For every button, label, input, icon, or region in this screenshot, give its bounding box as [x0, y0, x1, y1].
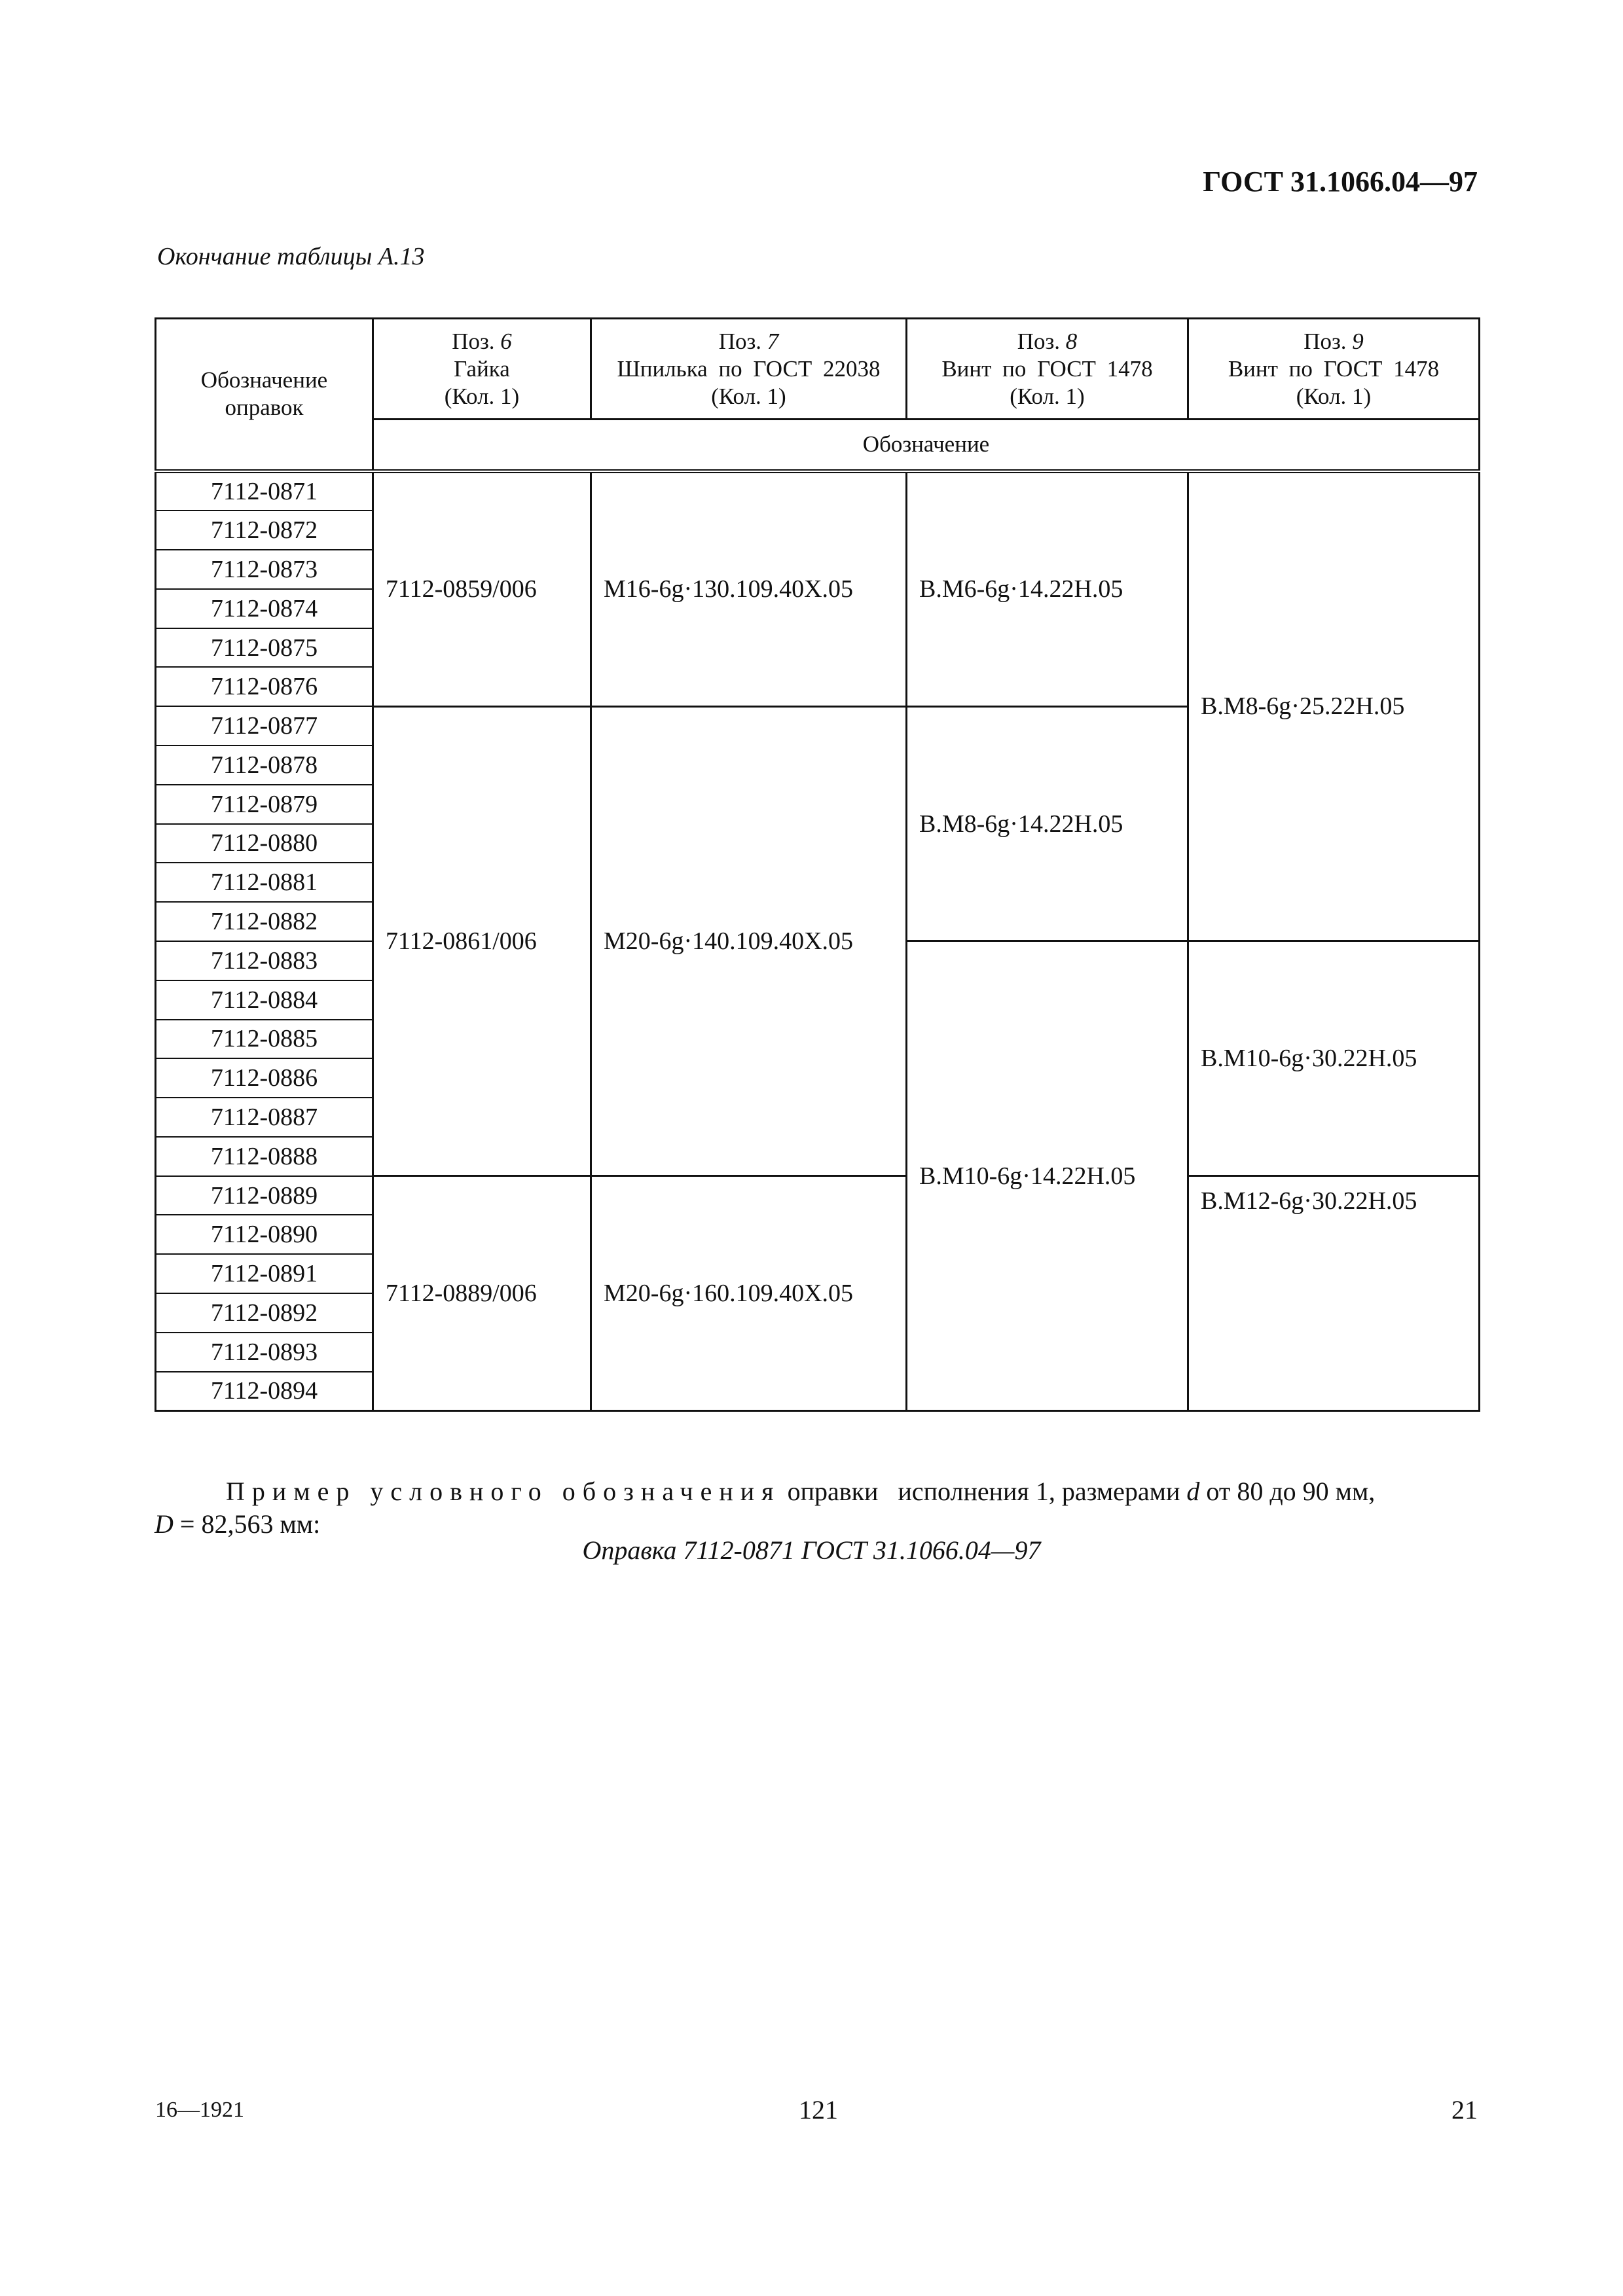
table-row-designation: 7112-0875 — [156, 628, 373, 668]
footer-order-number: 16—1921 — [155, 2098, 244, 2122]
header-pos6 — [373, 319, 591, 420]
header-pos7 — [591, 319, 907, 420]
header-pos9-name: Винт по ГОСТ 1478 — [1228, 355, 1440, 382]
header-pos8 — [907, 319, 1188, 420]
example-text-2: от 80 до 90 мм, — [1206, 1477, 1376, 1506]
table-row-designation: 7112-0892 — [156, 1293, 373, 1333]
subheader-designation: Обозначение — [373, 420, 1480, 471]
header-pos9 — [1188, 319, 1480, 420]
header-pos6-qty: (Кол. 1) — [444, 383, 520, 409]
table-row-designation: 7112-0871 — [156, 471, 373, 511]
nut-cell-3: 7112-0889/006 — [373, 1176, 591, 1411]
footer-page-number: 121 — [799, 2095, 838, 2125]
table-row-designation: 7112-0877 — [156, 706, 373, 745]
screw9-cell-3: В.М12-6g·30.22Н.05 — [1188, 1176, 1480, 1411]
standard-number: ГОСТ 31.1066.04—97 — [1203, 166, 1478, 198]
table-row-designation: 7112-0883 — [156, 941, 373, 980]
table-row-designation: 7112-0878 — [156, 745, 373, 785]
table-row-designation: 7112-0884 — [156, 980, 373, 1020]
example-designation: Оправка 7112-0871 ГОСТ 31.1066.04—97 — [582, 1535, 1041, 1565]
nut-cell-2: 7112-0861/006 — [373, 706, 591, 1175]
header-pos6-name: Гайка — [454, 355, 510, 382]
table-row-designation: 7112-0894 — [156, 1372, 373, 1411]
table-row-designation: 7112-0879 — [156, 785, 373, 824]
footer-sheet-number: 21 — [1451, 2095, 1478, 2125]
header-pos8-qty: (Кол. 1) — [1010, 383, 1085, 409]
table-row-designation: 7112-0881 — [156, 863, 373, 902]
header-pos9-label: Поз. — [1304, 328, 1347, 354]
stud-cell-3: М20-6g·160.109.40Х.05 — [591, 1176, 907, 1411]
header-pos6-number: 6 — [500, 328, 512, 354]
header-pos7-label: Поз. — [718, 328, 762, 354]
header-pos7-name: Шпилька по ГОСТ 22038 — [617, 355, 881, 382]
table-row-designation: 7112-0890 — [156, 1215, 373, 1254]
screw9-cell-2: В.М10-6g·30.22Н.05 — [1188, 941, 1480, 1176]
screw8-cell-2: В.М8-6g·14.22Н.05 — [907, 706, 1188, 941]
example-D-variable: D — [155, 1509, 173, 1539]
table-row-designation: 7112-0887 — [156, 1098, 373, 1137]
header-pos8-name: Винт по ГОСТ 1478 — [941, 355, 1153, 382]
nut-cell-1: 7112-0859/006 — [373, 471, 591, 707]
header-designation-line2: оправок — [225, 395, 304, 421]
table-row-designation: 7112-0882 — [156, 902, 373, 941]
example-d-variable: d — [1186, 1477, 1200, 1506]
table-row-designation: 7112-0873 — [156, 550, 373, 589]
table-row-designation: 7112-0888 — [156, 1137, 373, 1176]
example-text-3: = 82,563 мм: — [179, 1509, 321, 1539]
header-pos9-number: 9 — [1352, 328, 1364, 354]
table-row-designation: 7112-0872 — [156, 511, 373, 550]
header-pos7-number: 7 — [767, 328, 779, 354]
header-pos7-qty: (Кол. 1) — [711, 383, 786, 409]
screw8-cell-1: В.М6-6g·14.22Н.05 — [907, 471, 1188, 707]
stud-cell-1: М16-6g·130.109.40Х.05 — [591, 471, 907, 707]
example-line-1 — [226, 1476, 1375, 1507]
table-row-designation: 7112-0886 — [156, 1058, 373, 1098]
table-row-designation: 7112-0874 — [156, 589, 373, 628]
table-row-designation: 7112-0876 — [156, 667, 373, 706]
header-designation-line1: Обозначение — [200, 367, 328, 393]
screw8-cell-3: В.М10-6g·14.22Н.05 — [907, 941, 1188, 1411]
table-row-designation: 7112-0880 — [156, 824, 373, 863]
table-row-designation: 7112-0889 — [156, 1176, 373, 1215]
header-pos8-label: Поз. — [1017, 328, 1061, 354]
header-pos6-label: Поз. — [452, 328, 495, 354]
screw9-cell-1: В.М8-6g·25.22Н.05 — [1188, 471, 1480, 941]
header-pos9-qty: (Кол. 1) — [1296, 383, 1372, 409]
table-row-designation: 7112-0893 — [156, 1333, 373, 1372]
table-row-designation: 7112-0891 — [156, 1254, 373, 1293]
fixture-table — [155, 317, 1480, 1412]
header-designation — [156, 319, 373, 471]
stud-cell-2: М20-6g·140.109.40Х.05 — [591, 706, 907, 1175]
example-text-1: оправки исполнения 1, размерами — [787, 1477, 1180, 1506]
header-pos8-number: 8 — [1065, 328, 1078, 354]
table-caption: Окончание таблицы А.13 — [157, 243, 425, 270]
table-row-designation: 7112-0885 — [156, 1020, 373, 1059]
example-lead: Пример условного обозначения — [226, 1477, 781, 1506]
